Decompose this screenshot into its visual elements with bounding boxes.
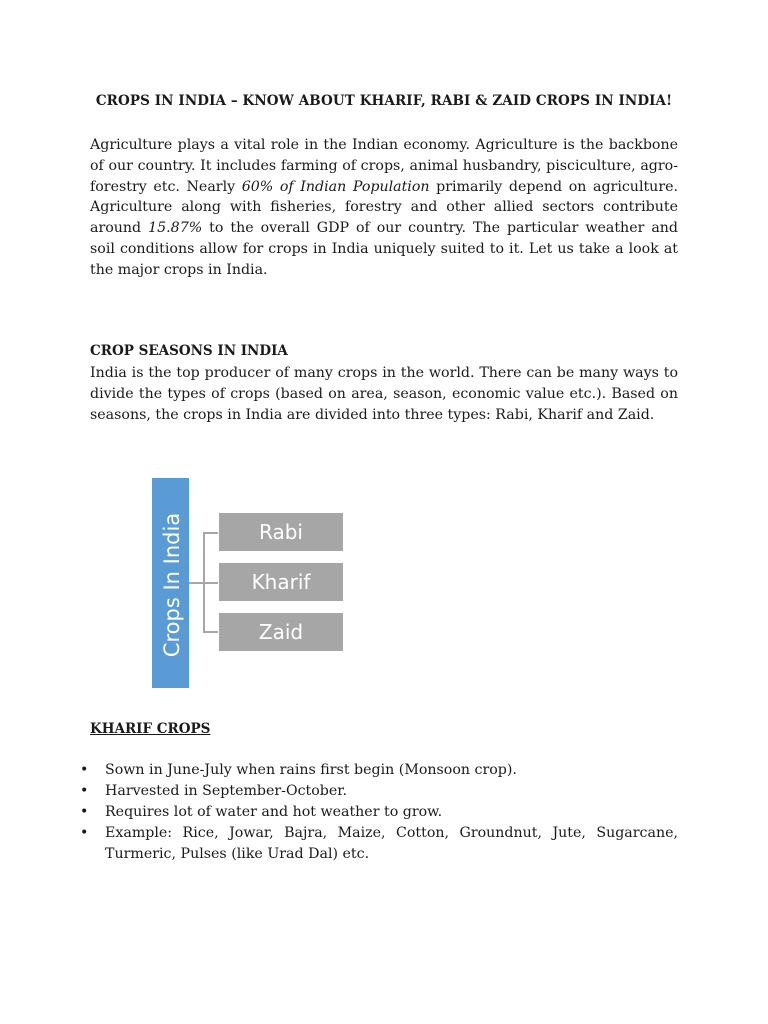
list-item <box>78 781 678 802</box>
list-item-text: Harvested in September-October. <box>105 783 348 799</box>
crop-seasons-paragraph: India is the top producer of many crops in the world. There can be many ways to divide the types of crops (based on area, season, economic value etc.). Based on seasons, the crops in India are divided into three types: Rabi, Kharif and Zaid. <box>90 365 678 423</box>
diagram-root-box <box>152 478 189 688</box>
bullet-icon: • <box>80 825 89 841</box>
intro-text-1: Agriculture plays a vital role in the Indian economy. Agriculture is the backbone of our country. It includes farming of crops, animal husbandry, pisciculture, agro-forestry etc. Nearly <box>90 137 678 195</box>
crop-seasons-heading: CROP SEASONS IN INDIA <box>90 343 288 359</box>
diagram-box-zaid: Zaid <box>218 612 344 652</box>
connector-branch-kharif <box>203 582 218 584</box>
diagram-box-kharif: Kharif <box>218 562 344 602</box>
diagram-root-label: Crops In India <box>160 512 184 658</box>
crops-diagram <box>150 476 350 690</box>
intro-emphasis-gdp: 15.87% <box>148 220 203 237</box>
list-item <box>78 823 678 865</box>
document-title: CROPS IN INDIA – KNOW ABOUT KHARIF, RABI & ZAID CROPS IN INDIA! <box>95 93 673 109</box>
kharif-crops-heading: KHARIF CROPS <box>90 721 211 737</box>
intro-paragraph <box>90 135 678 281</box>
list-item-text: Sown in June-July when rains first begin (Monsoon crop). <box>105 762 517 778</box>
list-item-text: Example: Rice, Jowar, Bajra, Maize, Cotton, Groundnut, Jute, Sugarcane, Turmeric, Pulses (like Urad Dal) etc. <box>105 825 678 862</box>
intro-text-2: primarily depend on agriculture. Agriculture along with fisheries, forestry and other allied sectors contribute around <box>90 178 679 237</box>
connector-branch-rabi <box>203 532 218 534</box>
intro-text-3: to the overall GDP of our country. The particular weather and soil conditions allow for crops in India uniquely suited to it. Let us take a look at the major crops in India. <box>90 220 679 278</box>
list-item-text: Requires lot of water and hot weather to grow. <box>105 804 443 820</box>
bullet-icon: • <box>80 783 89 799</box>
bullet-icon: • <box>80 762 89 778</box>
list-item <box>78 760 678 781</box>
intro-emphasis-population: 60% of Indian Population <box>241 178 430 195</box>
connector-branch-zaid <box>203 631 218 633</box>
kharif-bullet-list <box>78 760 678 865</box>
connector-stem <box>189 582 203 584</box>
list-item <box>78 802 678 823</box>
diagram-box-rabi: Rabi <box>218 512 344 552</box>
bullet-icon: • <box>80 804 89 820</box>
